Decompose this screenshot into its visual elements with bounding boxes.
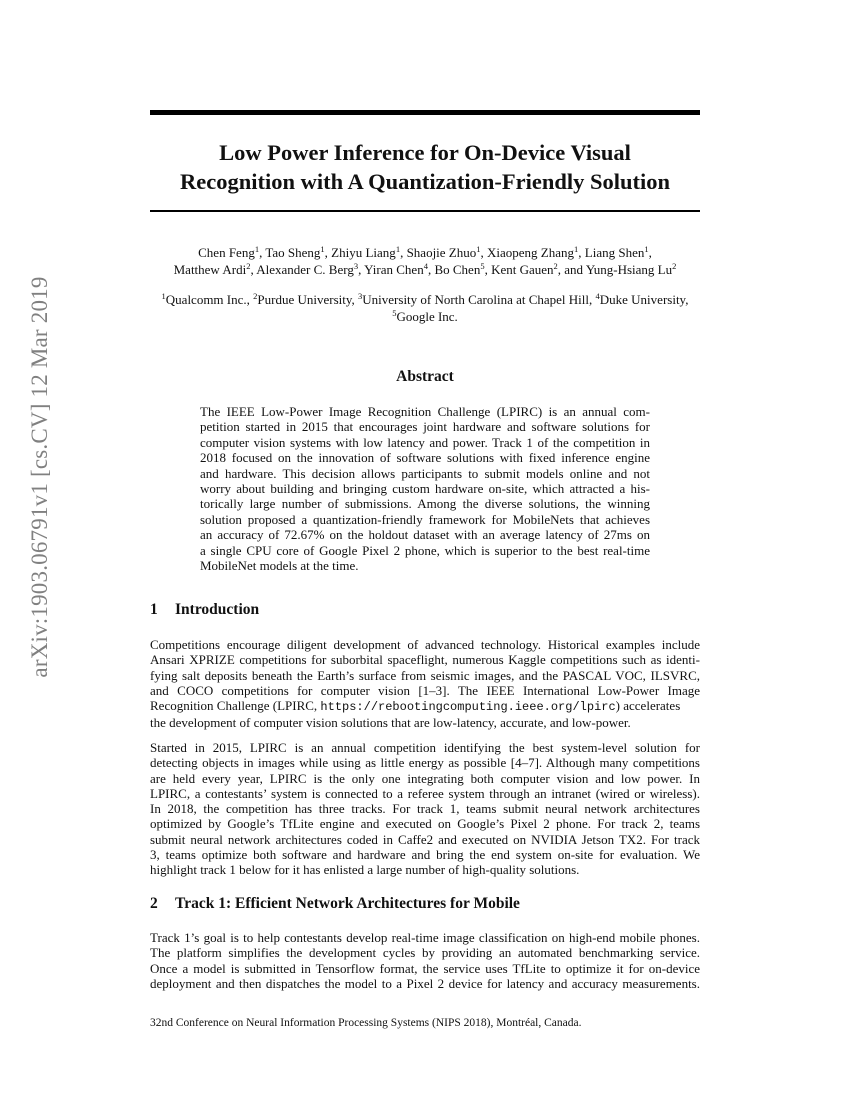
paragraph-line: Ansari XPRIZE competitions for suborbital spaceflight, numerous Kaggle competitions such as identi-: [150, 652, 700, 668]
paragraph-line: submit neural network architectures coded in Caffe2 and executed on NVIDIA Jetson TX2. For track: [150, 831, 700, 847]
paragraph-line: fying salt deposits beneath the Earth’s surface from seismic images, and the PASCAL VOC, ILSVRC,: [150, 667, 700, 683]
author-name: Chen Feng: [198, 245, 255, 260]
author-name: Bo Chen: [434, 262, 481, 277]
author-name: Yung-Hsiang Lu: [585, 262, 673, 277]
author-name: Zhiyu Liang: [331, 245, 396, 260]
abstract-line: 2018 focused on the innovation of software solutions with fixed inference engine: [200, 450, 650, 466]
author-name: Yiran Chen: [364, 262, 424, 277]
title-line-1: Low Power Inference for On-Device Visual: [219, 140, 631, 165]
paragraph-line: Competitions encourage diligent development of advanced technology. Historical examples include: [150, 637, 700, 652]
abstract-line: MobileNet models at the time.: [200, 558, 359, 574]
paragraph-line: 3, teams optimize both software and hardware and bring the end system on-site for evaluation. We: [150, 847, 700, 863]
paragraph-line: the development of computer vision solutions that are low-latency, accurate, and low-power.: [150, 715, 631, 731]
affiliation-line-1: $^1$Qualcomm Inc., $^2$Purdue University, $^3$University of North Carolina at Chapel Hill, $^4$Duke University,: [161, 291, 689, 307]
paragraph-line: deployment and then dispatches the model to a Pixel 2 device for latency and accuracy measurements.: [150, 975, 700, 991]
abstract-line: petition started in 2015 that encourages joint hardware and software solutions for: [200, 419, 650, 435]
author-name: Alexander C. Berg: [256, 262, 354, 277]
paragraph-line: optimized by Google’s TfLite engine and executed on Google’s Pixel 2 phone. For track 2, teams: [150, 816, 700, 832]
track1-paragraph-1: [150, 930, 700, 991]
paragraph-line: The platform simplifies the development cycles by providing an automated benchmarking service.: [150, 945, 700, 961]
section-heading-introduction: [150, 601, 259, 619]
section-number: 2: [150, 895, 158, 912]
affiliation-name: University of North Carolina at Chapel Hill: [362, 292, 590, 307]
paper-title: [150, 138, 700, 196]
affiliation-name: Qualcomm Inc.: [165, 292, 247, 307]
author-name: Tao Sheng: [265, 245, 321, 260]
intro-paragraph-1: [150, 637, 700, 731]
abstract-body: [200, 404, 650, 573]
author-list: [150, 244, 700, 278]
paragraph-line: are held every year, LPIRC is the only one integrating both computer vision and low power. In: [150, 770, 700, 786]
paragraph-line: detecting objects in images while using as little energy as possible [4–7]. Although many competitions: [150, 755, 700, 771]
intro-paragraph-2: [150, 740, 700, 878]
title-bottom-rule: [150, 210, 700, 212]
abstract-line: an accuracy of 72.67% on the holdout dataset with an average latency of 27ms on: [200, 527, 650, 543]
paragraph-line: highlight track 1 below for it has enlisted a large number of high-quality solutions.: [150, 862, 580, 878]
paragraph-line: Once a model is submitted in Tensorflow format, the service uses TfLite to optimize it for on-device: [150, 960, 700, 976]
author-name: Matthew Ardi: [173, 262, 247, 277]
author-line-1: Chen Feng$^1$, Tao Sheng$^1$, Zhiyu Liang$^1$, Shaojie Zhuo$^1$, Xiaopeng Zhang$^1$, Liang Shen$^1$,: [198, 244, 652, 260]
abstract-line: a single CPU core of Google Pixel 2 phone, which is superior to the best real-time: [200, 542, 650, 558]
abstract-heading: Abstract: [396, 368, 454, 385]
section-number: 1: [150, 601, 158, 618]
abstract-line: The IEEE Low-Power Image Recognition Challenge (LPIRC) is an annual com-: [200, 404, 650, 419]
abstract-line: solution proposed a quantization-friendly framework for MobileNets that achieves: [200, 511, 650, 527]
section-title: Track 1: Efficient Network Architectures for Mobile: [175, 895, 520, 912]
abstract-line: worry about building and bringing custom hardware on-site, which attracted a his-: [200, 481, 650, 497]
affiliation-name: Duke University: [599, 292, 686, 307]
abstract-line: and hardware. This decision allows participants to submit models online and not: [200, 465, 650, 481]
affiliation-line-2: $^5$Google Inc.: [392, 308, 458, 324]
author-name: Liang Shen: [584, 245, 645, 260]
paragraph-line: LPIRC, a contestants’ system is connected to a referee system through an intranet (wired or wireless).: [150, 785, 700, 801]
author-name: Xiaopeng Zhang: [487, 245, 575, 260]
affiliation-list: [145, 291, 705, 325]
lpirc-url-link[interactable]: https://rebootingcomputing.ieee.org/lpirc: [320, 700, 616, 715]
author-line-2: Matthew Ardi$^2$, Alexander C. Berg$^3$, Yiran Chen$^4$, Bo Chen$^5$, Kent Gauen$^2$, and Yung-Hsiang Lu$^2$: [173, 261, 677, 277]
abstract-line: torically large number of submissions. Among the diverse solutions, the winning: [200, 496, 650, 512]
arxiv-identifier-text: arXiv:1903.06791v1 [cs.CV] 12 Mar 2019: [27, 276, 52, 678]
paragraph-line: and COCO competitions for computer vision [1–3]. The IEEE International Low-Power Image: [150, 682, 700, 698]
paragraph-line: Track 1’s goal is to help contestants develop real-time image classification on high-end mobile phones.: [150, 930, 700, 945]
title-line-2: Recognition with A Quantization-Friendly Solution: [179, 169, 671, 194]
section-title: Introduction: [175, 601, 260, 618]
author-name: Shaojie Zhuo: [406, 245, 477, 260]
paragraph-line: In 2018, the competition has three tracks. For track 1, teams submit neural network architectures: [150, 801, 700, 817]
title-top-rule: [150, 110, 700, 115]
paragraph-line: Recognition Challenge (LPIRC, https://rebootingcomputing.ieee.org/lpirc) accelerates: [150, 698, 681, 715]
affiliation-name: Google Inc.: [396, 309, 458, 324]
affiliation-name: Purdue University: [257, 292, 352, 307]
conference-footer: 32nd Conference on Neural Information Processing Systems (NIPS 2018), Montréal, Canada.: [150, 1017, 582, 1029]
author-name: Kent Gauen: [491, 262, 554, 277]
section-heading-track1: [150, 895, 520, 913]
paragraph-line: Started in 2015, LPIRC is an annual competition identifying the best system-level solution for: [150, 740, 700, 755]
abstract-line: computer vision systems with low latency and power. Track 1 of the competition in: [200, 434, 650, 450]
